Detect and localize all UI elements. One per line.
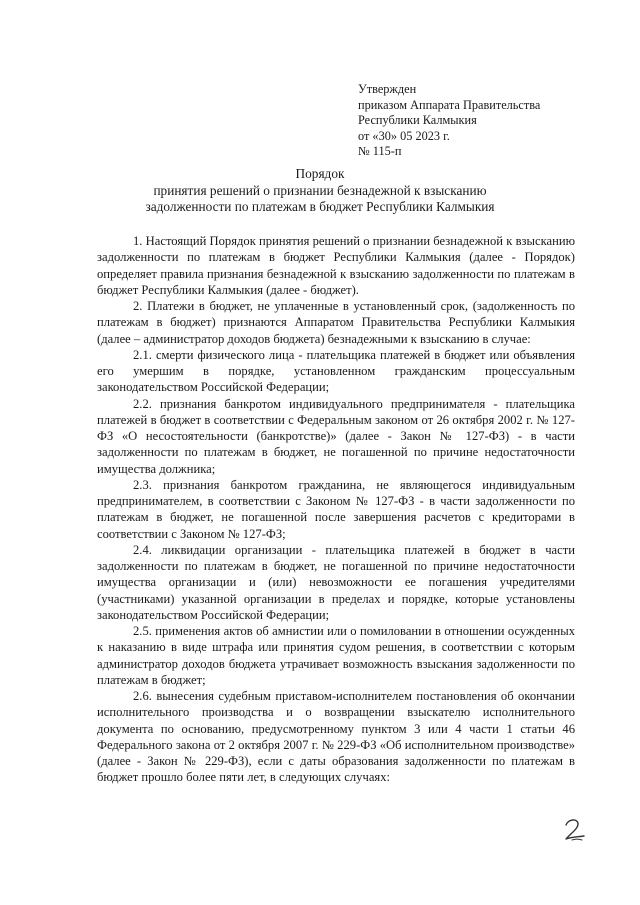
paragraph-2-2: 2.2. признания банкротом индивидуального предпринимателя - плательщика платежей в бюджет в соответствии с Федеральным законом от 26 октября 2002 г. № 127-ФЗ «О несостоятельности (банкротстве)» (далее - Закон № 127-ФЗ) - в части задолженности по платежам в бюджет, не погашенной по причине недостаточности имущества должника; xyxy=(97,396,575,476)
paragraph-2: 2. Платежи в бюджет, не уплаченные в установленный срок, (задолженность по платежам в бюджет) признаются Аппаратом Правительства Республики Калмыкия (далее – администратор доходов бюджета) безнадежными к взысканию в случае: xyxy=(97,299,575,346)
approval-line: Республики Калмыкия xyxy=(358,113,477,128)
paragraph-2-6: 2.6. вынесения судебным приставом-исполнителем постановления об окончании исполнительного производства и о возвращении взыскателю исполнительного документа по основанию, предусмотренному пунктом 3 или 4 части 1 статьи 46 Федерального закона от 2 октября 2007 г. № 229-ФЗ «Об исполнительном производстве» (далее - Закон № 229-ФЗ), если с даты образования задолженности по платежам в бюджет прошло более пяти лет, в следующих случаях: xyxy=(97,689,575,785)
approval-line: № 115-п xyxy=(358,144,402,159)
approval-stamp-block xyxy=(358,82,540,160)
paragraph-2-5: 2.5. применения актов об амнистии или о помиловании в отношении осужденных к наказанию в виде штрафа или принятия судом решения, в соответствии с которым администратор доходов бюджета утрачивает возможность взыскания задолженности по платежам в бюджет; xyxy=(97,624,575,687)
paragraph-2-1: 2.1. смерти физического лица - плательщика платежей в бюджет или объявления его умершим в порядке, установленном гражданским процессуальным законодательством Российской Федерации; xyxy=(97,347,575,395)
title-line: задолженности по платежам в бюджет Республики Калмыкия xyxy=(145,199,495,215)
approval-line: приказом Аппарата Правительства xyxy=(358,97,541,112)
paragraph-2-3: 2.3. признания банкротом гражданина, не являющегося индивидуальным предпринимателем, в соответствии с Законом № 127-ФЗ - в части задолженности по платежам в бюджет, не погашенной после завершения расчетов с кредиторами в соответствии с Законом № 127-ФЗ; xyxy=(97,477,575,541)
approval-line: Утвержден xyxy=(358,82,417,96)
title-line: принятия решений о признании безнадежной к взысканию xyxy=(153,182,487,198)
paragraph-2-4: 2.4. ликвидации организации - плательщика платежей в бюджет в части задолженности по платежам в бюджет, не погашенной по причине недостаточности имущества организации и (или) невозможности ее погашения учредителями (участниками) указанной организации в пределах и порядке, которые установлены законодательством Российской Федерации; xyxy=(97,542,575,622)
document-title xyxy=(60,166,580,216)
paragraph-1: 1. Настоящий Порядок принятия решений о признании безнадежной к взысканию задолженности по платежам в бюджет Республики Калмыкия (далее - Порядок) определяет правила признания безнадежной к взысканию задолженности по платежам в бюджет Республики Калмыкия (далее - бюджет). xyxy=(97,234,575,297)
handwritten-signature-icon xyxy=(562,816,588,844)
title-heading: Порядок xyxy=(295,166,345,181)
approval-line: от «30» 05 2023 г. xyxy=(358,128,450,143)
document-body xyxy=(97,233,575,786)
